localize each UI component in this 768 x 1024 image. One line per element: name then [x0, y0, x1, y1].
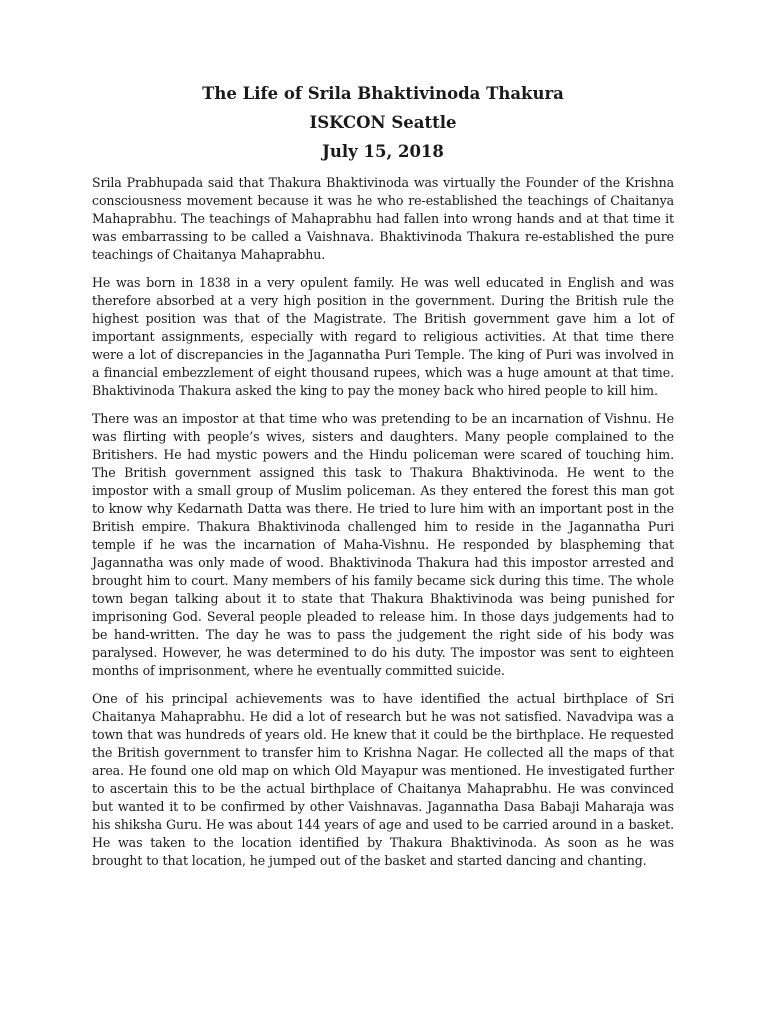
document-page: [92, 84, 674, 880]
paragraph-2: He was born in 1838 in a very opulent family. He was well educated in English and was therefore absorbed at a very high position in the government. During the British rule the highest position was that of the Magistrate. The British government gave him a lot of important assignments, especially with regard to religious activities. At that time there were a lot of discrepancies in the Jagannatha Puri Temple. The king of Puri was involved in a financial embezzlement of eight thousand rupees, which was a huge amount at that time. Bhaktivinoda Thakura asked the king to pay the money back who hired people to kill him.: [92, 275, 674, 398]
document-title: The Life of Srila Bhaktivinoda Thakura: [202, 84, 564, 103]
paragraph-4: One of his principal achievements was to have identified the actual birthplace of Sri Chaitanya Mahaprabhu. He did a lot of research but he was not satisfied. Navadvipa was a town that was hundreds of years old. He knew that it could be the birthplace. He requested the British government to transfer him to Krishna Nagar. He collected all the maps of that area. He found one old map on which Old Mayapur was mentioned. He investigated further to ascertain this to be the actual birthplace of Chaitanya Mahaprabhu. He was convinced but wanted it to be confirmed by other Vaishnavas. Jagannatha Dasa Babaji Maharaja was his shiksha Guru. He was about 144 years of age and used to be carried around in a basket. He was taken to the location identified by Thakura Bhaktivinoda. As soon as he was brought to that location, he jumped out of the basket and started dancing and chanting.: [92, 691, 674, 868]
paragraph-3: There was an impostor at that time who was pretending to be an incarnation of Vishnu. He was flirting with people’s wives, sisters and daughters. Many people complained to the Britishers. He had mystic powers and the Hindu policeman were scared of touching him. The British government assigned this task to Thakura Bhaktivinoda. He went to the impostor with a small group of Muslim policeman. As they entered the forest this man got to know why Kedarnath Datta was there. He tried to lure him with an important post in the British empire. Thakura Bhaktivinoda challenged him to reside in the Jagannatha Puri temple if he was the incarnation of Maha-Vishnu. He responded by blaspheming that Jagannatha was only made of wood. Bhaktivinoda Thakura had this impostor arrested and brought him to court. Many members of his family became sick during this time. The whole town began talking about it to state that Thakura Bhaktivinoda was being punished for imprisoning God. Several people pleaded to release him. In those days judgements had to be hand-written. The day he was to pass the judgement the right side of his body was paralysed. However, he was determined to do his duty. The impostor was sent to eighteen months of imprisonment, where he eventually committed suicide.: [92, 411, 674, 678]
paragraph-1: Srila Prabhupada said that Thakura Bhaktivinoda was virtually the Founder of the Krishna consciousness movement because it was he who re-established the teachings of Chaitanya Mahaprabhu. The teachings of Mahaprabhu had fallen into wrong hands and at that time it was embarrassing to be called a Vaishnava. Bhaktivinoda Thakura re-established the pure teachings of Chaitanya Mahaprabhu.: [92, 175, 674, 262]
document-date: July 15, 2018: [322, 142, 444, 161]
document-location: ISKCON Seattle: [309, 113, 457, 132]
